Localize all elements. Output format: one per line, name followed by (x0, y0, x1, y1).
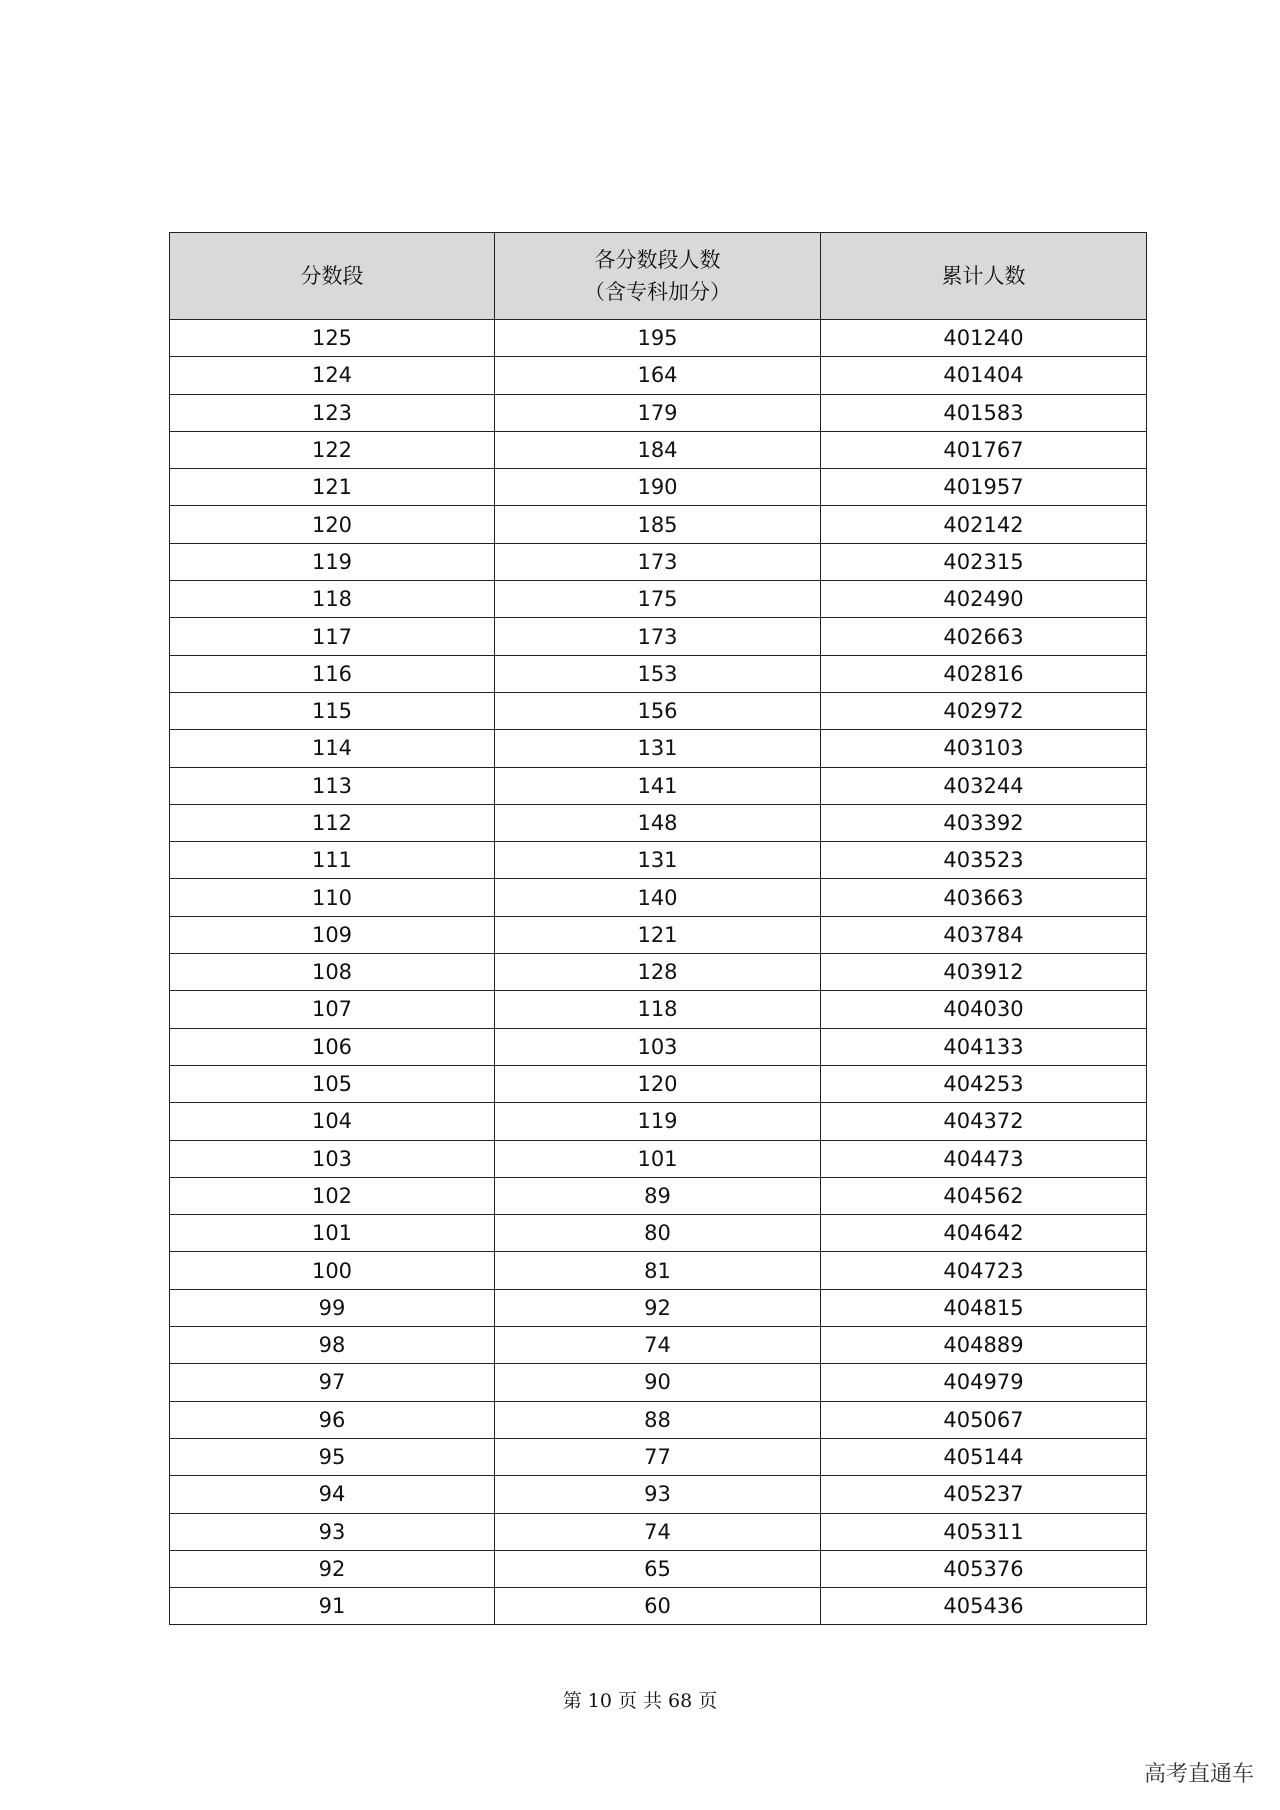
cell-score: 97 (170, 1364, 495, 1401)
table-row (170, 1550, 1147, 1587)
cell-cumulative: 401583 (821, 394, 1147, 431)
cell-score: 120 (170, 506, 495, 543)
cell-count: 195 (495, 320, 821, 357)
table-row (170, 1177, 1147, 1214)
cell-count: 179 (495, 394, 821, 431)
cell-count: 121 (495, 916, 821, 953)
cell-score: 122 (170, 431, 495, 468)
cell-cumulative: 401957 (821, 469, 1147, 506)
cell-count: 101 (495, 1140, 821, 1177)
cell-cumulative: 404562 (821, 1177, 1147, 1214)
cell-cumulative: 402315 (821, 543, 1147, 580)
table-row (170, 1103, 1147, 1140)
cell-score: 117 (170, 618, 495, 655)
cell-cumulative: 401767 (821, 431, 1147, 468)
cell-cumulative: 402142 (821, 506, 1147, 543)
cell-cumulative: 404253 (821, 1065, 1147, 1102)
table-row (170, 543, 1147, 580)
cell-count: 128 (495, 954, 821, 991)
cell-score: 106 (170, 1028, 495, 1065)
cell-count: 120 (495, 1065, 821, 1102)
score-distribution-table (169, 232, 1147, 1625)
table-row (170, 1215, 1147, 1252)
cell-cumulative: 405144 (821, 1438, 1147, 1475)
cell-count: 131 (495, 730, 821, 767)
cell-cumulative: 401404 (821, 357, 1147, 394)
header-score-range: 分数段 (170, 233, 495, 320)
table-row (170, 954, 1147, 991)
table-row (170, 618, 1147, 655)
cell-count: 119 (495, 1103, 821, 1140)
table-row (170, 767, 1147, 804)
cell-score: 93 (170, 1513, 495, 1550)
cell-count: 175 (495, 581, 821, 618)
watermark: 高考直通车 (1143, 1762, 1254, 1787)
table-row (170, 916, 1147, 953)
cell-count: 153 (495, 655, 821, 692)
header-count-line2: （含专科加分） (584, 280, 731, 304)
cell-score: 109 (170, 916, 495, 953)
cell-count: 74 (495, 1327, 821, 1364)
cell-cumulative: 403912 (821, 954, 1147, 991)
table-row (170, 991, 1147, 1028)
cell-cumulative: 403523 (821, 842, 1147, 879)
cell-cumulative: 404979 (821, 1364, 1147, 1401)
cell-score: 111 (170, 842, 495, 879)
cell-cumulative: 403244 (821, 767, 1147, 804)
cell-score: 92 (170, 1550, 495, 1587)
table-row (170, 1476, 1147, 1513)
cell-count: 173 (495, 543, 821, 580)
table-row (170, 842, 1147, 879)
cell-count: 77 (495, 1438, 821, 1475)
cell-count: 60 (495, 1588, 821, 1625)
cell-score: 119 (170, 543, 495, 580)
cell-cumulative: 404372 (821, 1103, 1147, 1140)
cell-count: 81 (495, 1252, 821, 1289)
cell-count: 118 (495, 991, 821, 1028)
cell-score: 107 (170, 991, 495, 1028)
table-row (170, 879, 1147, 916)
table-row (170, 1327, 1147, 1364)
cell-score: 102 (170, 1177, 495, 1214)
cell-count: 185 (495, 506, 821, 543)
table-row (170, 655, 1147, 692)
cell-cumulative: 404030 (821, 991, 1147, 1028)
cell-cumulative: 403103 (821, 730, 1147, 767)
cell-score: 91 (170, 1588, 495, 1625)
cell-cumulative: 402663 (821, 618, 1147, 655)
cell-cumulative: 405237 (821, 1476, 1147, 1513)
cell-cumulative: 405436 (821, 1588, 1147, 1625)
cell-cumulative: 403784 (821, 916, 1147, 953)
cell-score: 95 (170, 1438, 495, 1475)
cell-cumulative: 401240 (821, 320, 1147, 357)
cell-score: 98 (170, 1327, 495, 1364)
table-row (170, 506, 1147, 543)
cell-count: 65 (495, 1550, 821, 1587)
cell-count: 164 (495, 357, 821, 394)
cell-count: 190 (495, 469, 821, 506)
cell-cumulative: 404473 (821, 1140, 1147, 1177)
cell-score: 100 (170, 1252, 495, 1289)
table-row (170, 692, 1147, 729)
table-row (170, 1252, 1147, 1289)
cell-score: 121 (170, 469, 495, 506)
table-row (170, 320, 1147, 357)
cell-count: 90 (495, 1364, 821, 1401)
cell-score: 94 (170, 1476, 495, 1513)
table-row (170, 730, 1147, 767)
cell-count: 173 (495, 618, 821, 655)
cell-score: 96 (170, 1401, 495, 1438)
cell-count: 131 (495, 842, 821, 879)
cell-score: 103 (170, 1140, 495, 1177)
cell-cumulative: 404642 (821, 1215, 1147, 1252)
cell-count: 141 (495, 767, 821, 804)
header-count-line1: 各分数段人数 (594, 248, 721, 272)
table-body (170, 320, 1147, 1625)
table-row (170, 581, 1147, 618)
cell-count: 93 (495, 1476, 821, 1513)
cell-score: 115 (170, 692, 495, 729)
cell-count: 88 (495, 1401, 821, 1438)
table-row (170, 431, 1147, 468)
cell-cumulative: 402972 (821, 692, 1147, 729)
cell-score: 110 (170, 879, 495, 916)
cell-score: 99 (170, 1289, 495, 1326)
table-row (170, 1588, 1147, 1625)
cell-count: 103 (495, 1028, 821, 1065)
cell-count: 92 (495, 1289, 821, 1326)
table-header-row (170, 233, 1147, 320)
cell-score: 112 (170, 804, 495, 841)
cell-score: 108 (170, 954, 495, 991)
table-row (170, 469, 1147, 506)
table-row (170, 394, 1147, 431)
cell-score: 125 (170, 320, 495, 357)
cell-count: 89 (495, 1177, 821, 1214)
table-row (170, 1364, 1147, 1401)
table-row (170, 804, 1147, 841)
table-row (170, 1140, 1147, 1177)
cell-score: 114 (170, 730, 495, 767)
cell-cumulative: 404815 (821, 1289, 1147, 1326)
cell-cumulative: 402490 (821, 581, 1147, 618)
cell-cumulative: 404889 (821, 1327, 1147, 1364)
table-row (170, 1401, 1147, 1438)
cell-score: 118 (170, 581, 495, 618)
cell-score: 104 (170, 1103, 495, 1140)
cell-count: 80 (495, 1215, 821, 1252)
table-row (170, 1028, 1147, 1065)
header-count-per-score (495, 233, 821, 320)
table-row (170, 1289, 1147, 1326)
page-number: 第 10 页 共 68 页 (562, 1690, 718, 1712)
table-row (170, 1065, 1147, 1102)
cell-score: 123 (170, 394, 495, 431)
header-cumulative: 累计人数 (821, 233, 1147, 320)
cell-count: 156 (495, 692, 821, 729)
cell-cumulative: 403392 (821, 804, 1147, 841)
table-row (170, 1438, 1147, 1475)
cell-score: 124 (170, 357, 495, 394)
cell-cumulative: 405067 (821, 1401, 1147, 1438)
cell-count: 140 (495, 879, 821, 916)
cell-cumulative: 404133 (821, 1028, 1147, 1065)
cell-score: 113 (170, 767, 495, 804)
cell-cumulative: 402816 (821, 655, 1147, 692)
cell-cumulative: 403663 (821, 879, 1147, 916)
cell-score: 101 (170, 1215, 495, 1252)
cell-score: 116 (170, 655, 495, 692)
cell-cumulative: 405311 (821, 1513, 1147, 1550)
cell-score: 105 (170, 1065, 495, 1102)
cell-count: 148 (495, 804, 821, 841)
cell-cumulative: 405376 (821, 1550, 1147, 1587)
table-row (170, 1513, 1147, 1550)
cell-count: 184 (495, 431, 821, 468)
cell-cumulative: 404723 (821, 1252, 1147, 1289)
cell-count: 74 (495, 1513, 821, 1550)
table-row (170, 357, 1147, 394)
